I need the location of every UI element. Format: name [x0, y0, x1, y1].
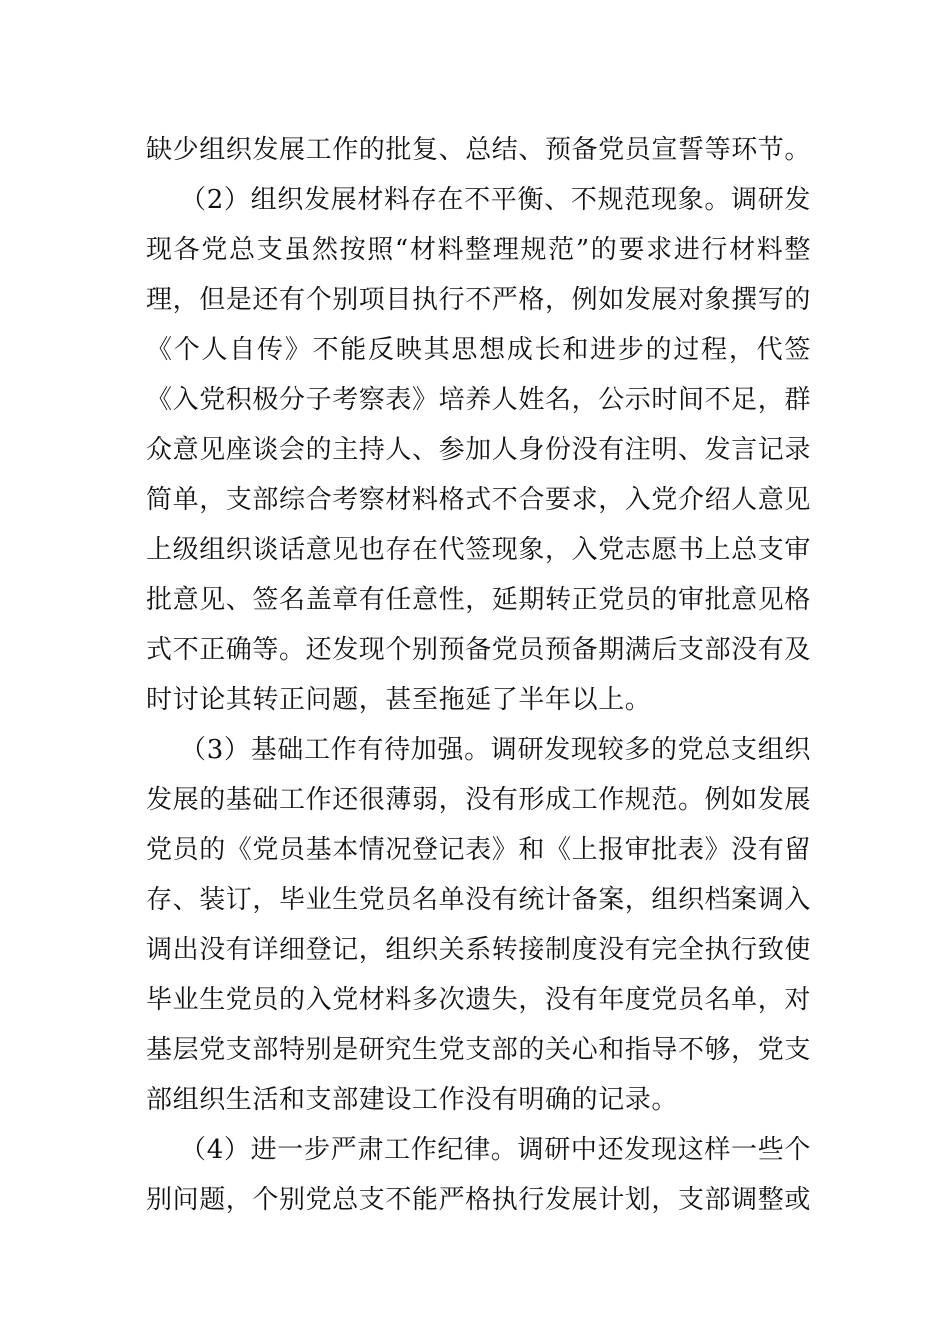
text-line: 别问题，个别党总支不能严格执行发展计划，支部调整或	[146, 1185, 811, 1215]
text-line: （3）基础工作有待加强。调研发现较多的党总支组织	[180, 735, 812, 765]
text-line: 发展的基础工作还很薄弱，没有形成工作规范。例如发展	[146, 785, 811, 815]
text-line: 众意见座谈会的主持人、参加人身份没有注明、发言记录	[146, 435, 811, 465]
paragraph-1	[146, 125, 811, 175]
text-line: 上级组织谈话意见也存在代签现象，入党志愿书上总支审	[146, 535, 811, 565]
text-line: 现各党总支虽然按照“材料整理规范”的要求进行材料整	[146, 235, 813, 265]
text-line: 简单，支部综合考察材料格式不合要求，入党介绍人意见	[146, 485, 811, 515]
text-line: 式不正确等。还发现个别预备党员预备期满后支部没有及	[146, 635, 811, 665]
document-body	[146, 125, 811, 1225]
text-line: 调出没有详细登记，组织关系转接制度没有完全执行致使	[146, 935, 811, 965]
paragraph-4	[146, 1125, 811, 1225]
text-line: 时讨论其转正问题，甚至拖延了半年以上。	[146, 685, 652, 715]
text-line: （2）组织发展材料存在不平衡、不规范现象。调研发	[180, 185, 812, 215]
text-line: 存、装订，毕业生党员名单没有统计备案，组织档案调入	[146, 885, 811, 915]
text-line: 缺少组织发展工作的批复、总结、预备党员宣誓等环节。	[146, 135, 812, 165]
text-line: 《入党积极分子考察表》培养人姓名，公示时间不足，群	[146, 385, 811, 415]
text-line: 基层党支部特别是研究生党支部的关心和指导不够，党支	[146, 1035, 811, 1065]
paragraph-2	[146, 175, 811, 725]
text-line: 毕业生党员的入党材料多次遗失，没有年度党员名单，对	[146, 985, 811, 1015]
paragraph-3	[146, 725, 811, 1125]
text-line: 理，但是还有个别项目执行不严格，例如发展对象撰写的	[146, 285, 811, 315]
text-line: 部组织生活和支部建设工作没有明确的记录。	[146, 1085, 679, 1115]
text-line: 《个人自传》不能反映其思想成长和进步的过程，代签	[146, 335, 813, 365]
text-line: 批意见、签名盖章有任意性，延期转正党员的审批意见格	[146, 585, 811, 615]
text-line: 党员的《党员基本情况登记表》和《上报审批表》没有留	[146, 835, 811, 865]
text-line: （4）进一步严肃工作纪律。调研中还发现这样一些个	[180, 1135, 812, 1165]
